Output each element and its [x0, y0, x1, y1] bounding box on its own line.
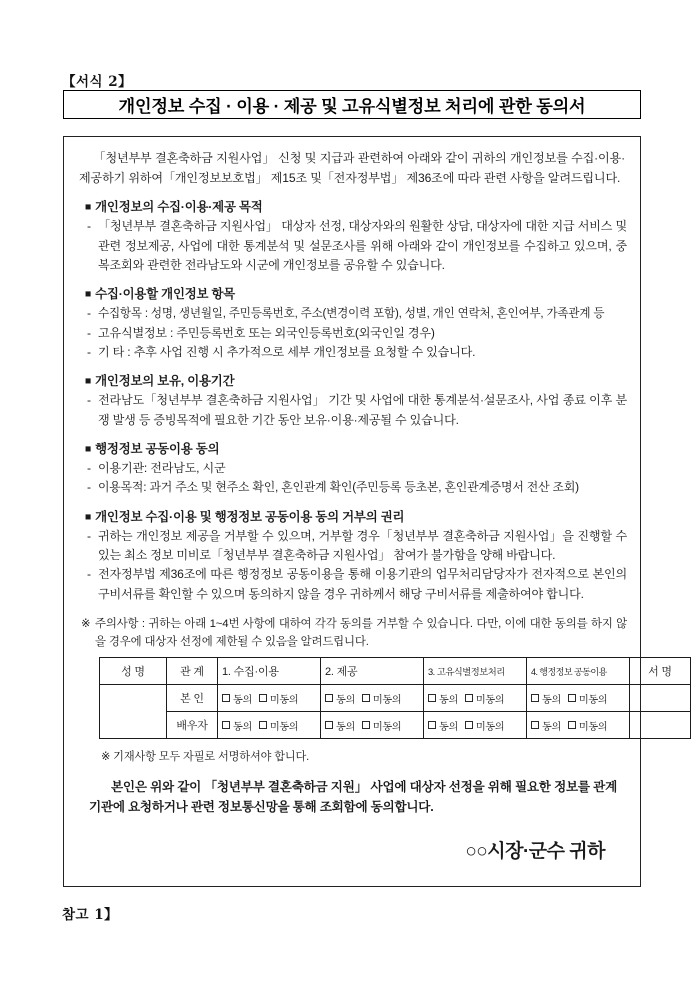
section-heading [85, 197, 627, 215]
checkbox-disagree-label: 미동의 [372, 694, 402, 706]
bullet-item [87, 217, 627, 275]
cell-consent-unique-id-spouse[interactable] [424, 712, 527, 739]
section-right-to-refuse [77, 507, 627, 604]
checkbox-icon[interactable] [259, 721, 267, 729]
checkbox-disagree[interactable] [465, 691, 504, 706]
checkbox-disagree-label: 미동의 [578, 694, 608, 706]
dash-marker-icon: - [87, 528, 91, 543]
consent-table [99, 657, 691, 739]
checkbox-agree[interactable] [531, 691, 561, 706]
dash-marker-icon: - [87, 219, 91, 234]
section-purpose [77, 197, 627, 275]
checkbox-icon[interactable] [259, 694, 267, 702]
checkbox-disagree-label: 미동의 [269, 721, 299, 733]
checkbox-agree[interactable] [531, 718, 561, 733]
checkbox-icon[interactable] [465, 721, 473, 729]
document-title-box [63, 90, 641, 119]
bullet-text: 귀하는 개인정보 제공을 거부할 수 있으며, 거부할 경우「청년부부 결혼축하금 지원사업」을 진행할 수 있는 최소 정보 미비로「청년부부 결혼축하금 지원사업」 참여가 불가함을 양해 바랍니다. [98, 528, 627, 562]
header-admin-info-sharing: 4. 행정정보 공동이용 [531, 666, 607, 677]
checkbox-agree[interactable] [222, 718, 252, 733]
section-heading-text: 개인정보 수집·이용 및 행정정보 공동이용 동의 거부의 권리 [95, 509, 405, 524]
cell-signature-self[interactable] [630, 685, 691, 712]
checkbox-agree[interactable] [325, 718, 355, 733]
caution-note [81, 615, 627, 651]
intro-text: 「청년부부 결혼축하금 지원사업」 신청 및 지급과 관련하여 아래와 같이 귀하의 개인정보를 수집·이용·제공하기 위하여「개인정보보호법」 제15조 및「전자정부법」 제36조에 따라 관련 사항을 알려드립니다. [79, 151, 625, 185]
checkbox-icon[interactable] [428, 694, 436, 702]
bullet-text: 수집항목 : 성명, 생년월일, 주민등록번호, 주소(변경이력 포함), 성별, 개인 연락처, 혼인여부, 가족관계 등 [98, 306, 605, 321]
checkbox-disagree-label: 미동의 [578, 721, 608, 733]
cell-consent-collect-use-spouse[interactable] [218, 712, 321, 739]
bullet-text: 「청년부부 결혼축하금 지원사업」 대상자 선정, 대상자와의 원활한 상담, 대상자에 대한 지급 서비스 및 관련 정보제공, 사업에 대한 통계분석 및 설문조사를 위해 아래와 같이 개인정보를 수집하고 있으며, 중복조회와 관련한 전라남도와 시군에 개인정보를 공유할 수 있습니다. [98, 219, 627, 272]
section-heading-text: 행정정보 공동이용 동의 [95, 441, 220, 456]
checkbox-agree[interactable] [325, 691, 355, 706]
checkbox-disagree-label: 미동의 [269, 694, 299, 706]
bullet-item [87, 478, 627, 497]
checkbox-agree-label: 동의 [542, 721, 561, 733]
square-bullet-icon: ■ [85, 510, 92, 523]
header-relation: 관 계 [167, 658, 218, 685]
checkbox-icon[interactable] [531, 721, 539, 729]
footer-reference-tag: 참고 1】 [62, 907, 119, 923]
handwriting-note: ※ 기재사항 모두 자필로 서명하셔야 합니다. [101, 751, 310, 763]
caution-note-text: 주의사항 : 귀하는 아래 1~4번 사항에 대하여 각각 동의를 거부할 수 있습니다. 다만, 이에 대한 동의를 하지 않을 경우에 대상자 선정에 제한될 수 있음을 알려드립니다. [95, 617, 627, 648]
checkbox-disagree[interactable] [568, 691, 607, 706]
form-number-tag: 【서식 2】 [62, 74, 133, 90]
bullet-text: 전라남도「청년부부 결혼축하금 지원사업」 기간 및 사업에 대한 통계분석·설문조사, 사업 종료 이후 분쟁 발생 등 증빙목적에 필요한 기간 동안 보유·이용·제공될 수 있습니다. [98, 393, 627, 427]
dash-marker-icon: - [87, 567, 91, 582]
table-header-row [100, 658, 691, 685]
checkbox-agree[interactable] [428, 691, 458, 706]
square-bullet-icon: ■ [85, 288, 92, 301]
bullet-item [87, 324, 627, 343]
checkbox-agree-label: 동의 [542, 694, 561, 706]
cell-consent-collect-use-self[interactable] [218, 685, 321, 712]
square-bullet-icon: ■ [85, 201, 92, 214]
checkbox-icon[interactable] [428, 721, 436, 729]
cell-relation-self: 본 인 [167, 685, 218, 712]
checkbox-icon[interactable] [531, 694, 539, 702]
dash-marker-icon: - [87, 325, 91, 340]
dash-marker-icon: - [87, 344, 91, 359]
cell-signature-spouse[interactable] [630, 712, 691, 739]
cell-consent-provide-spouse[interactable] [321, 712, 424, 739]
bullet-item [87, 343, 627, 362]
checkbox-disagree-label: 미동의 [372, 721, 402, 733]
checkbox-disagree[interactable] [259, 718, 298, 733]
section-heading [85, 439, 627, 457]
bullet-text: 전자정부법 제36조에 따른 행정정보 공동이용을 통해 이용기관의 업무처리담당자가 전자적으로 본인의 구비서류를 확인할 수 있으며 동의하지 않을 경우 귀하께서 해당 구비서류를 제출하여야 합니다. [98, 567, 627, 601]
cell-consent-admin-info-spouse[interactable] [527, 712, 630, 739]
checkbox-agree-label: 동의 [336, 721, 355, 733]
bullet-text: 기 타 : 추후 사업 진행 시 추가적으로 세부 개인정보를 요청할 수 있습니다. [98, 344, 476, 359]
cell-consent-admin-info-self[interactable] [527, 685, 630, 712]
checkbox-agree[interactable] [428, 718, 458, 733]
bullet-text: 고유식별정보 : 주민등록번호 또는 외국인등록번호(외국인일 경우) [98, 325, 435, 340]
cell-consent-unique-id-self[interactable] [424, 685, 527, 712]
addressee-line: ○○시장·군수 귀하 [465, 840, 605, 862]
bullet-text: 이용목적: 과거 주소 및 현주소 확인, 혼인관계 확인(주민등록 등초본, 혼인관계증명서 전산 조회) [98, 480, 579, 495]
intro-paragraph [79, 149, 625, 188]
cell-consent-provide-self[interactable] [321, 685, 424, 712]
header-unique-id-processing: 3. 고유식별정보처리 [428, 667, 505, 677]
closing-statement [89, 777, 617, 818]
section-collected-items [77, 284, 627, 362]
checkbox-disagree-label: 미동의 [475, 694, 505, 706]
bullet-item [87, 527, 627, 566]
checkbox-disagree[interactable] [465, 718, 504, 733]
header-collect-use: 1. 수집·이용 [218, 658, 321, 685]
checkbox-agree-label: 동의 [233, 721, 252, 733]
section-heading-text: 개인정보의 수집·이용·제공 목적 [95, 200, 263, 215]
section-heading-text: 개인정보의 보유, 이용기간 [95, 374, 235, 389]
checkbox-disagree[interactable] [568, 718, 607, 733]
section-heading-text: 수집·이용할 개인정보 항목 [95, 287, 236, 302]
reference-mark-icon: ※ [81, 617, 91, 630]
checkbox-icon[interactable] [362, 721, 370, 729]
bullet-item [87, 304, 627, 323]
checkbox-icon[interactable] [325, 694, 333, 702]
dash-marker-icon: - [87, 393, 91, 408]
checkbox-icon[interactable] [222, 721, 230, 729]
square-bullet-icon: ■ [85, 442, 92, 455]
checkbox-disagree[interactable] [362, 718, 401, 733]
bullet-item [87, 565, 627, 604]
section-retention-period [77, 371, 627, 430]
header-signature: 서 명 [630, 658, 691, 685]
bullet-text: 이용기관: 전라남도, 시군 [98, 460, 226, 475]
dash-marker-icon: - [87, 480, 91, 495]
checkbox-disagree[interactable] [362, 691, 401, 706]
closing-statement-text: 본인은 위와 같이 「청년부부 결혼축하금 지원」 사업에 대상자 선정을 위해 필요한 정보를 관계기관에 요청하거나 관련 정보통신망을 통해 조회함에 동의합니다. [89, 780, 617, 815]
table-row [100, 685, 691, 712]
checkbox-icon[interactable] [568, 721, 576, 729]
dash-marker-icon: - [87, 306, 91, 321]
consent-content-box [63, 136, 672, 887]
page-title: 개인정보 수집 · 이용 · 제공 및 고유식별정보 처리에 관한 동의서 [118, 96, 586, 116]
header-provide: 2. 제공 [321, 658, 424, 685]
section-heading [85, 371, 627, 389]
checkbox-agree-label: 동의 [233, 694, 252, 706]
cell-relation-spouse: 배우자 [167, 712, 218, 739]
bullet-item [87, 391, 627, 430]
checkbox-disagree-label: 미동의 [475, 721, 505, 733]
checkbox-icon[interactable] [325, 721, 333, 729]
checkbox-icon[interactable] [362, 694, 370, 702]
checkbox-icon[interactable] [568, 694, 576, 702]
checkbox-icon[interactable] [222, 694, 230, 702]
square-bullet-icon: ■ [85, 375, 92, 388]
bullet-item [87, 459, 627, 478]
section-admin-info-sharing [77, 439, 627, 498]
cell-name-input[interactable] [100, 685, 167, 739]
dash-marker-icon: - [87, 460, 91, 475]
section-heading [85, 284, 627, 302]
table-row [100, 712, 691, 739]
checkbox-disagree[interactable] [259, 691, 298, 706]
checkbox-agree-label: 동의 [439, 694, 458, 706]
checkbox-agree-label: 동의 [336, 694, 355, 706]
checkbox-icon[interactable] [465, 694, 473, 702]
header-name: 성 명 [100, 658, 167, 685]
checkbox-agree-label: 동의 [439, 721, 458, 733]
checkbox-agree[interactable] [222, 691, 252, 706]
section-heading [85, 507, 627, 525]
